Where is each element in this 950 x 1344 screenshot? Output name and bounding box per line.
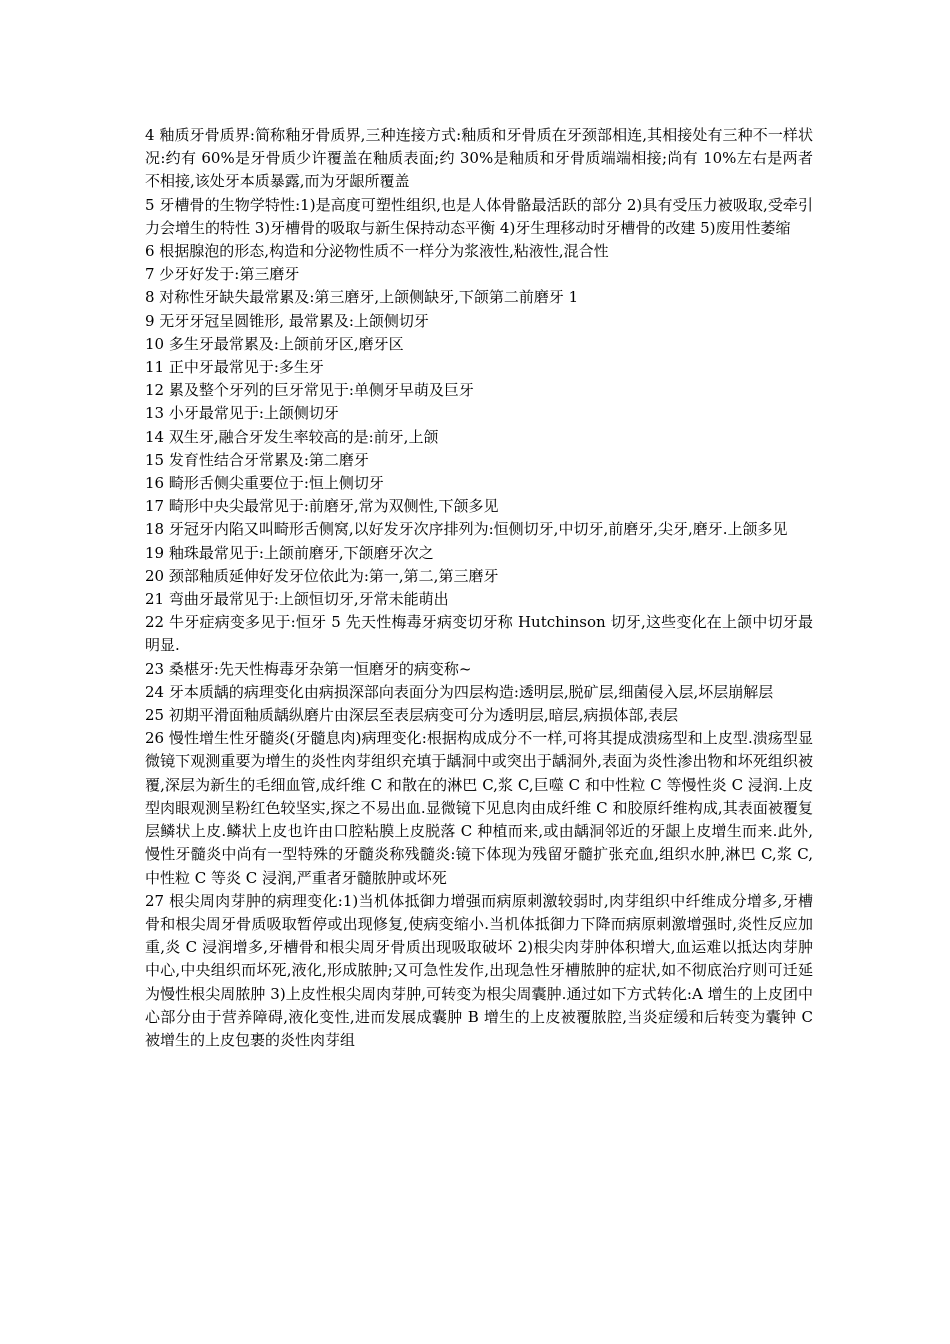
paragraph-24: 24 牙本质龋的病理变化由病损深部向表面分为四层构造:透明层,脱矿层,细菌侵入层,坏层崩解层: [145, 682, 774, 701]
paragraph-9: 9 无牙牙冠呈圆锥形, 最常累及:上颌侧切牙: [145, 311, 429, 330]
paragraph-19: 19 釉珠最常见于:上颌前磨牙,下颌磨牙次之: [145, 543, 434, 562]
paragraph-10: 10 多生牙最常累及:上颌前牙区,磨牙区: [145, 334, 404, 353]
paragraph-22: 22 牛牙症病变多见于:恒牙 5 先天性梅毒牙病变切牙称 Hutchinson 切牙,这些变化在上颌中切牙最明显.: [145, 613, 813, 655]
paragraph-7: 7 少牙好发于:第三磨牙: [145, 265, 300, 284]
paragraph-11: 11 正中牙最常见于:多生牙: [145, 358, 324, 377]
paragraph-20: 20 颈部釉质延伸好发牙位依此为:第一,第二,第三磨牙: [145, 566, 499, 585]
paragraph-12: 12 累及整个牙列的巨牙常见于:单侧牙早萌及巨牙: [145, 381, 474, 400]
paragraph-26: 26 慢性增生性牙髓炎(牙髓息肉)病理变化:根据构成成分不一样,可将其提成溃疡型和上皮型.溃疡型显微镜下观测重要为增生的炎性肉芽组织充填于龋洞中或突出于龋洞外,表面为炎性渗出物和坏死组织被覆,深层为新生的毛细血管,成纤维 C 和散在的淋巴 C,浆 C,巨噬 C 和中性粒 C 等慢性炎 C 浸润.上皮型肉眼观测呈粉红色较坚实,探之不易出血.显微镜下见息肉由成纤维 C 和胶原纤维构成,其表面被覆复层鳞状上皮.鳞状上皮也许由口腔粘膜上皮脱落 C 种植而来,或由龋洞邻近的牙龈上皮增生而来.此外,慢性牙髓炎中尚有一型特殊的牙髓炎称残髓炎:镜下体现为残留牙髓扩张充血,组织水肿,淋巴 C,浆 C,中性粒 C 等炎 C 浸润,严重者牙髓脓肿或坏死: [145, 729, 813, 887]
paragraph-13: 13 小牙最常见于:上颌侧切牙: [145, 404, 339, 423]
paragraph-8: 8 对称性牙缺失最常累及:第三磨牙,上颌侧缺牙,下颌第二前磨牙 1: [145, 288, 579, 307]
paragraph-16: 16 畸形舌侧尖重要位于:恒上侧切牙: [145, 474, 384, 493]
paragraph-21: 21 弯曲牙最常见于:上颌恒切牙,牙常未能萌出: [145, 590, 449, 609]
paragraph-23: 23 桑椹牙:先天性梅毒牙杂第一恒磨牙的病变称~: [145, 659, 472, 678]
paragraph-17: 17 畸形中央尖最常见于:前磨牙,常为双侧性,下颌多见: [145, 497, 499, 516]
paragraph-14: 14 双生牙,融合牙发生率较高的是:前牙,上颌: [145, 427, 439, 446]
paragraph-25: 25 初期平滑面釉质龋纵磨片由深层至表层病变可分为透明层,暗层,病损体部,表层: [145, 706, 679, 725]
paragraph-18: 18 牙冠牙内陷又叫畸形舌侧窝,以好发牙次序排列为:恒侧切牙,中切牙,前磨牙,尖牙,磨牙.上颌多见: [145, 520, 788, 539]
paragraph-5: 5 牙槽骨的生物学特性:1)是高度可塑性组织,也是人体骨骼最活跃的部分 2)具有受压力被吸取,受牵引力会增生的特性 3)牙槽骨的吸取与新生保持动态平衡 4)牙生理移动时牙槽骨的改建 5)废用性萎缩: [145, 195, 813, 237]
paragraph-6: 6 根据腺泡的形态,构造和分泌物性质不一样分为浆液性,粘液性,混合性: [145, 242, 609, 261]
paragraph-27: 27 根尖周肉芽肿的病理变化:1)当机体抵御力增强而病原刺激较弱时,肉芽组织中纤维成分增多,牙槽骨和根尖周牙骨质吸取暂停或出现修复,使病变缩小.当机体抵御力下降而病原刺激增强时,炎性反应加重,炎 C 浸润增多,牙槽骨和根尖周牙骨质出现吸取破坏 2)根尖肉芽肿体积增大,血运难以抵达肉芽肿中心,中央组织而坏死,液化,形成脓肿;又可急性发作,出现急性牙槽脓肿的症状,如不彻底治疗则可迁延为慢性根尖周脓肿 3)上皮性根尖周肉芽肿,可转变为根尖周囊肿.通过如下方式转化:A 增生的上皮团中心部分由于营养障碍,液化变性,进而发展成囊肿 B 增生的上皮被覆脓腔,当炎症缓和后转变为囊钟 C 被增生的上皮包裹的炎性肉芽组: [145, 891, 813, 1049]
paragraph-15: 15 发育性结合牙常累及:第二磨牙: [145, 450, 369, 469]
paragraph-4: 4 釉质牙骨质界:简称釉牙骨质界,三种连接方式:釉质和牙骨质在牙颈部相连,其相接处有三种不一样状况:约有 60%是牙骨质少许覆盖在釉质表面;约 30%是釉质和牙骨质端端相接;尚有 10%左右是两者不相接,该处牙本质暴露,而为牙龈所覆盖: [145, 126, 813, 191]
document-page: [145, 124, 813, 1052]
